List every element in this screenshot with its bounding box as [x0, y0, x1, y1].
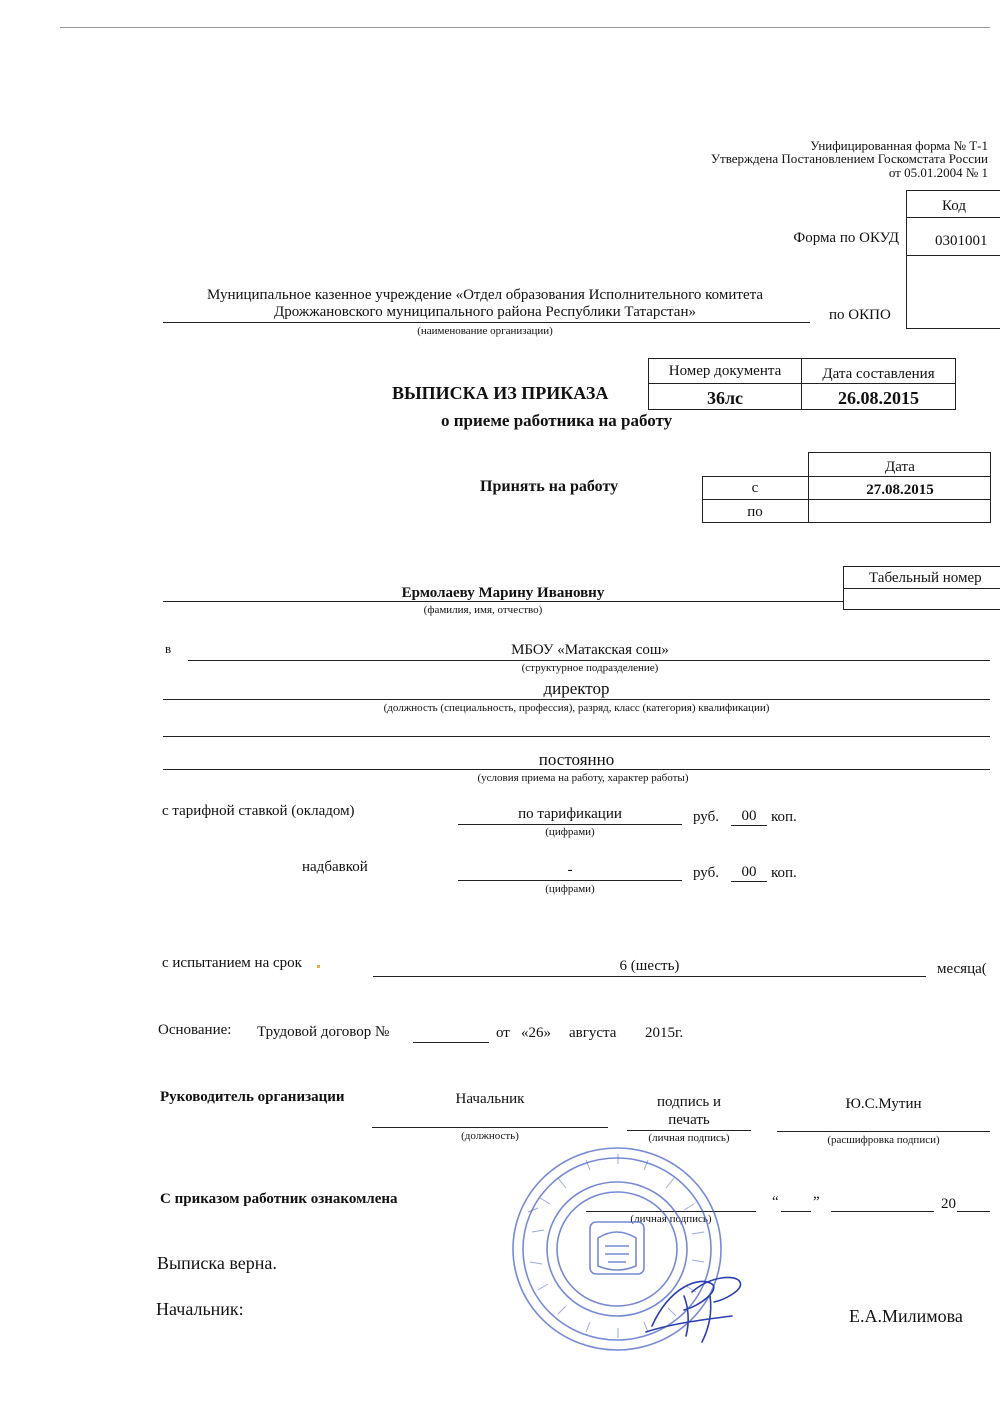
- verified-text: Выписка верна.: [157, 1253, 277, 1273]
- bonus-kop-value: 00: [741, 864, 757, 880]
- ack-label: С приказом работник ознакомлена: [160, 1191, 398, 1207]
- department-caption: (структурное подразделение): [521, 662, 659, 674]
- basis-year: 2015г.: [645, 1025, 684, 1041]
- doc-number: 36лс: [706, 388, 744, 408]
- hire-table-top: [808, 452, 991, 453]
- okud-label: Форма по ОКУД: [793, 230, 899, 246]
- document-title: ВЫПИСКА ИЗ ПРИКАЗА: [392, 383, 609, 403]
- department-underline: [188, 660, 990, 661]
- head-sign-underline: [627, 1130, 751, 1131]
- head-name: Ю.С.Мутин: [845, 1096, 922, 1112]
- document-subtitle: о приеме работника на работу: [441, 411, 673, 430]
- probation-value: 6 (шесть): [619, 958, 680, 974]
- employee-name-caption: (фамилия, имя, отчество): [423, 604, 543, 616]
- head-position: Начальник: [455, 1091, 525, 1107]
- head-position-caption: (должность): [461, 1130, 519, 1142]
- doc-table-hdivider: [649, 383, 955, 384]
- in-label: в: [165, 641, 172, 656]
- hire-label: Принять на работу: [480, 478, 619, 495]
- rate-label: с тарифной ставкой (окладом): [162, 803, 355, 819]
- conditions-underline: [163, 769, 990, 770]
- head-label: Руководитель организации: [160, 1089, 345, 1105]
- ack-quote-close: ”: [813, 1194, 820, 1210]
- code-header: Код: [942, 198, 966, 214]
- hire-table-bottom: [702, 522, 991, 523]
- rate-kop-underline: [731, 825, 767, 826]
- doc-date: 26.08.2015: [838, 388, 919, 408]
- basis-from: от: [496, 1025, 510, 1041]
- okud-value: 0301001: [935, 233, 988, 249]
- approved-text: Утверждена Постановлением Госкомстата России: [710, 151, 988, 166]
- conditions-caption: (условия приема на работу, характер работы): [477, 772, 689, 784]
- blank-line: [163, 736, 990, 737]
- ack-year-prefix: 20: [941, 1196, 956, 1212]
- hire-table-row1: [702, 476, 991, 477]
- department: МБОУ «Матакская сош»: [511, 642, 669, 658]
- probation-unit: месяца(: [937, 961, 987, 977]
- code-box: [906, 190, 1000, 329]
- doc-number-header: Номер документа: [668, 363, 782, 379]
- position-underline: [163, 699, 990, 700]
- basis-month: августа: [569, 1025, 617, 1041]
- hire-from-label: с: [751, 480, 759, 496]
- position-title: директор: [543, 679, 610, 698]
- rate-value: по тарификации: [518, 806, 622, 822]
- basis-text: Трудовой договор №: [257, 1024, 390, 1040]
- bonus-label: надбавкой: [302, 859, 368, 875]
- rate-kop-value: 00: [741, 808, 757, 824]
- basis-number-underline: [413, 1042, 489, 1043]
- hire-date-header: Дата: [885, 459, 915, 475]
- chief-label: Начальник:: [156, 1299, 244, 1319]
- code-divider-2: [907, 255, 1000, 256]
- rate-underline: [458, 824, 682, 825]
- tab-number-box: [843, 566, 1000, 610]
- form-name: Унифицированная форма № Т-1: [810, 138, 988, 153]
- probation-dot: [317, 965, 320, 968]
- hire-date-table: [702, 452, 991, 522]
- head-sign-caption: (личная подпись): [648, 1132, 730, 1144]
- head-sign-line2: печать: [668, 1112, 710, 1128]
- hire-from-value: 27.08.2015: [866, 482, 934, 498]
- tab-number-header: Табельный номер: [869, 570, 982, 586]
- ack-quote-open: “: [772, 1194, 779, 1210]
- hire-table-row2: [702, 499, 991, 500]
- ack-year-underline: [957, 1211, 990, 1212]
- bonus-value: -: [567, 862, 573, 878]
- conditions: постоянно: [538, 750, 615, 769]
- doc-number-table: [648, 358, 956, 410]
- bonus-rub: руб.: [693, 865, 719, 881]
- organization-line1: Муниципальное казенное учреждение «Отдел образования Исполнительного комитета: [206, 287, 763, 303]
- handwritten-signature: [640, 1266, 750, 1346]
- bonus-kop: коп.: [771, 865, 797, 881]
- rate-rub: руб.: [693, 809, 719, 825]
- bonus-digits-caption: (цифрами): [545, 883, 595, 895]
- code-divider: [907, 217, 1000, 218]
- bonus-kop-underline: [731, 881, 767, 882]
- okpo-label: по ОКПО: [829, 307, 891, 323]
- scan-edge-line: [60, 27, 990, 28]
- organization-underline: [163, 322, 810, 323]
- approved-date: от 05.01.2004 № 1: [888, 165, 988, 180]
- head-position-underline: [372, 1127, 608, 1128]
- chief-name: Е.А.Милимова: [849, 1306, 963, 1326]
- employee-name-underline: [163, 601, 843, 602]
- bonus-underline: [458, 880, 682, 881]
- ack-day-underline: [781, 1211, 811, 1212]
- rate-digits-caption: (цифрами): [545, 826, 595, 838]
- employee-name: Ермолаеву Марину Ивановну: [401, 585, 605, 601]
- position-caption: (должность (специальность, профессия), разряд, класс (категория) квалификации): [383, 702, 770, 714]
- tab-number-divider: [844, 588, 1000, 589]
- probation-underline: [373, 976, 926, 977]
- hire-to-label: по: [747, 504, 763, 520]
- ack-sign-caption: (личная подпись): [630, 1213, 712, 1225]
- head-name-underline: [777, 1131, 990, 1132]
- organization-line2: Дрожжановского муниципального района Республики Татарстан»: [274, 304, 696, 320]
- ack-month-underline: [831, 1211, 934, 1212]
- head-sign-line1: подпись и: [656, 1094, 722, 1110]
- basis-day: «26»: [521, 1025, 551, 1041]
- rate-kop: коп.: [771, 809, 797, 825]
- basis-label: Основание:: [158, 1022, 232, 1038]
- doc-date-header: Дата составления: [822, 366, 935, 382]
- head-name-caption: (расшифровка подписи): [827, 1134, 940, 1146]
- organization-caption: (наименование организации): [417, 325, 553, 337]
- probation-label: с испытанием на срок: [162, 955, 302, 971]
